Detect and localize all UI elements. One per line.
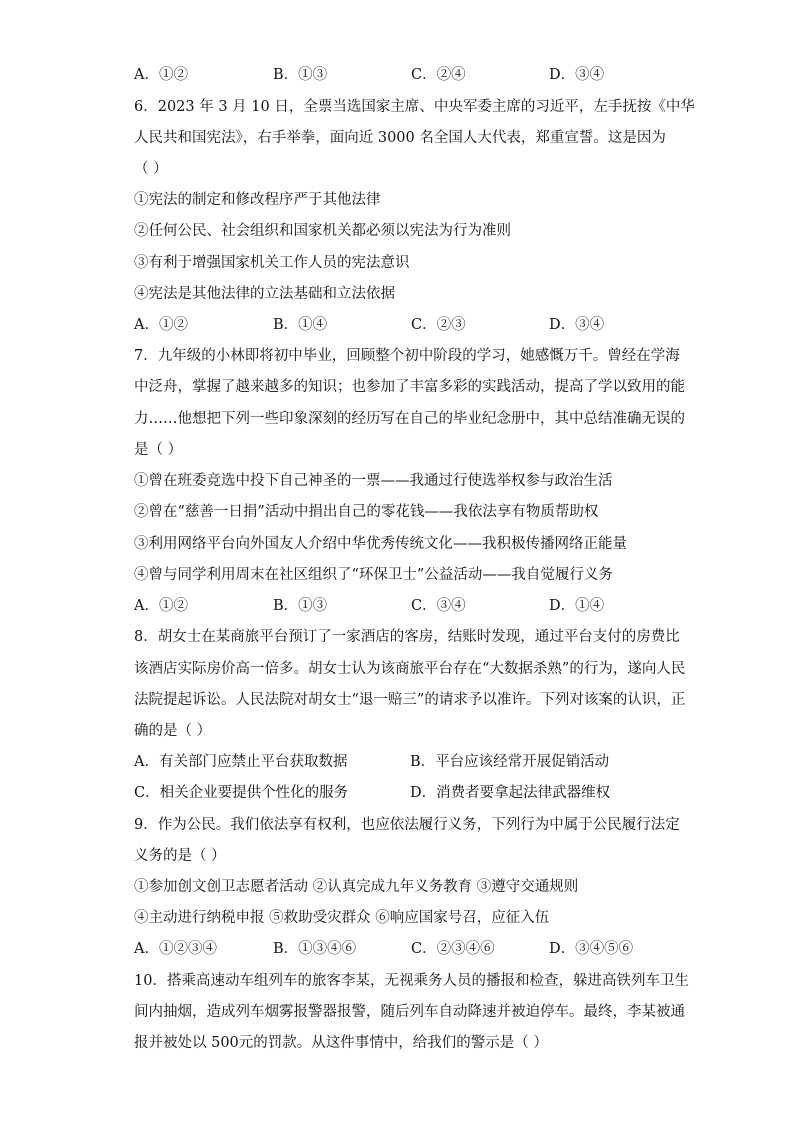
q6-stem-line: （ ） bbox=[134, 161, 168, 177]
q7-item-2: ②曾在“慈善一日捐”活动中捐出自己的零花钱——我依法享有物质帮助权 bbox=[134, 504, 599, 520]
q9-stem-line: 9．作为公民。我们依法享有权利，也应依法履行义务，下列行为中属于公民履行法定 bbox=[134, 817, 680, 833]
q7-option-b[interactable]: B．①③ bbox=[273, 598, 328, 614]
q7-item-3: ③利用网络平台向外国友人介绍中华优秀传统文化——我积极传播网络正能量 bbox=[134, 536, 627, 552]
q6-option-d[interactable]: D．③④ bbox=[549, 317, 605, 333]
q5-option-b[interactable]: B．①③ bbox=[273, 67, 328, 83]
q8-option-d[interactable]: D．消费者要拿起法律武器维权 bbox=[410, 785, 611, 801]
q5-options bbox=[134, 65, 664, 85]
q6-options bbox=[134, 315, 664, 335]
q9-option-a[interactable]: A．①②③④ bbox=[134, 941, 217, 957]
q8-option-b[interactable]: B．平台应该经常开展促销活动 bbox=[410, 754, 610, 770]
q7-option-c[interactable]: C．③④ bbox=[411, 598, 466, 614]
q7-stem-line: 中泛舟，掌握了越来越多的知识；也参加了丰富多彩的实践活动，提高了学以致用的能 bbox=[134, 379, 685, 395]
q7-item-1: ①曾在班委竞选中投下自己神圣的一票——我通过行使选举权参与政治生活 bbox=[134, 473, 613, 489]
q7-stem-line: 是（ ） bbox=[134, 442, 183, 458]
q8-options-row-1 bbox=[134, 752, 664, 772]
q9-option-c[interactable]: C．②③④⑥ bbox=[411, 941, 495, 957]
q6-item-3: ③有利于增强国家机关工作人员的宪法意识 bbox=[134, 255, 410, 271]
q7-item-4: ④曾与同学利用周末在社区组织了“环保卫士”公益活动——我自觉履行义务 bbox=[134, 567, 613, 583]
q6-option-b[interactable]: B．①④ bbox=[273, 317, 328, 333]
q9-items-line-1: ①参加创文创卫志愿者活动 ②认真完成九年义务教育 ③遵守交通规则 bbox=[134, 879, 579, 895]
q10-stem-line: 间内抽烟，造成列车烟雾报警器报警，随后列车自动降速并被迫停车。最终，李某被通 bbox=[134, 1004, 685, 1020]
q6-option-a[interactable]: A．①② bbox=[134, 317, 188, 333]
q6-option-c[interactable]: C．②③ bbox=[411, 317, 466, 333]
q7-option-a[interactable]: A．①② bbox=[134, 598, 188, 614]
q8-option-a[interactable]: A．有关部门应禁止平台获取数据 bbox=[134, 754, 348, 770]
q10-stem-line: 10．搭乘高速动车组列车的旅客李某，无视乘务人员的播报和检查，躲进高铁列车卫生 bbox=[134, 973, 689, 989]
q9-option-d[interactable]: D．③④⑤⑥ bbox=[549, 941, 634, 957]
q8-option-c[interactable]: C．相关企业要提供个性化的服务 bbox=[134, 785, 349, 801]
q8-options-row-2 bbox=[134, 783, 664, 803]
q5-option-a[interactable]: A．①② bbox=[134, 67, 188, 83]
q9-option-b[interactable]: B．①③④⑥ bbox=[273, 941, 357, 957]
q8-stem-line: 法院提起诉讼。人民法院对胡女士“退一赔三”的请求予以准许。下列对该案的认识，正 bbox=[134, 692, 686, 708]
q7-stem-line: 力……他想把下列一些印象深刻的经历写在自己的毕业纪念册中，其中总结准确无误的 bbox=[134, 411, 685, 427]
q9-stem-line: 义务的是（ ） bbox=[134, 848, 226, 864]
q5-option-d[interactable]: D．③④ bbox=[549, 67, 605, 83]
q8-stem-line: 该酒店实际房价高一倍多。胡女士认为该商旅平台存在“大数据杀熟”的行为，遂向人民 bbox=[134, 661, 686, 677]
q7-options bbox=[134, 596, 664, 616]
q6-item-4: ④宪法是其他法律的立法基础和立法依据 bbox=[134, 286, 395, 302]
q8-stem-line: 8．胡女士在某商旅平台预订了一家酒店的客房，结账时发现，通过平台支付的房费比 bbox=[134, 629, 680, 645]
q10-stem-line: 报并被处以 500元的罚款。从这件事情中，给我们的警示是（ ） bbox=[134, 1035, 548, 1051]
q6-stem-line: 6．2023 年 3 月 10 日，全票当选国家主席、中央军委主席的习近平，左手抚按《中华 bbox=[134, 99, 695, 115]
q6-item-1: ①宪法的制定和修改程序严于其他法律 bbox=[134, 192, 381, 208]
q8-stem-line: 确的是（ ） bbox=[134, 723, 212, 739]
q9-items-line-2: ④主动进行纳税申报 ⑤救助受灾群众 ⑥响应国家号召，应征入伍 bbox=[134, 910, 550, 926]
q7-option-d[interactable]: D．①④ bbox=[549, 598, 605, 614]
q9-options bbox=[134, 939, 664, 959]
q6-stem-line: 人民共和国宪法》，右手举拳，面向近 3000 名全国人大代表，郑重宣誓。这是因为 bbox=[134, 130, 666, 146]
q6-item-2: ②任何公民、社会组织和国家机关都必须以宪法为行为准则 bbox=[134, 223, 511, 239]
q5-option-c[interactable]: C．②④ bbox=[411, 67, 466, 83]
q7-stem-line: 7．九年级的小林即将初中毕业，回顾整个初中阶段的学习，她感慨万千。曾经在学海 bbox=[134, 348, 680, 364]
